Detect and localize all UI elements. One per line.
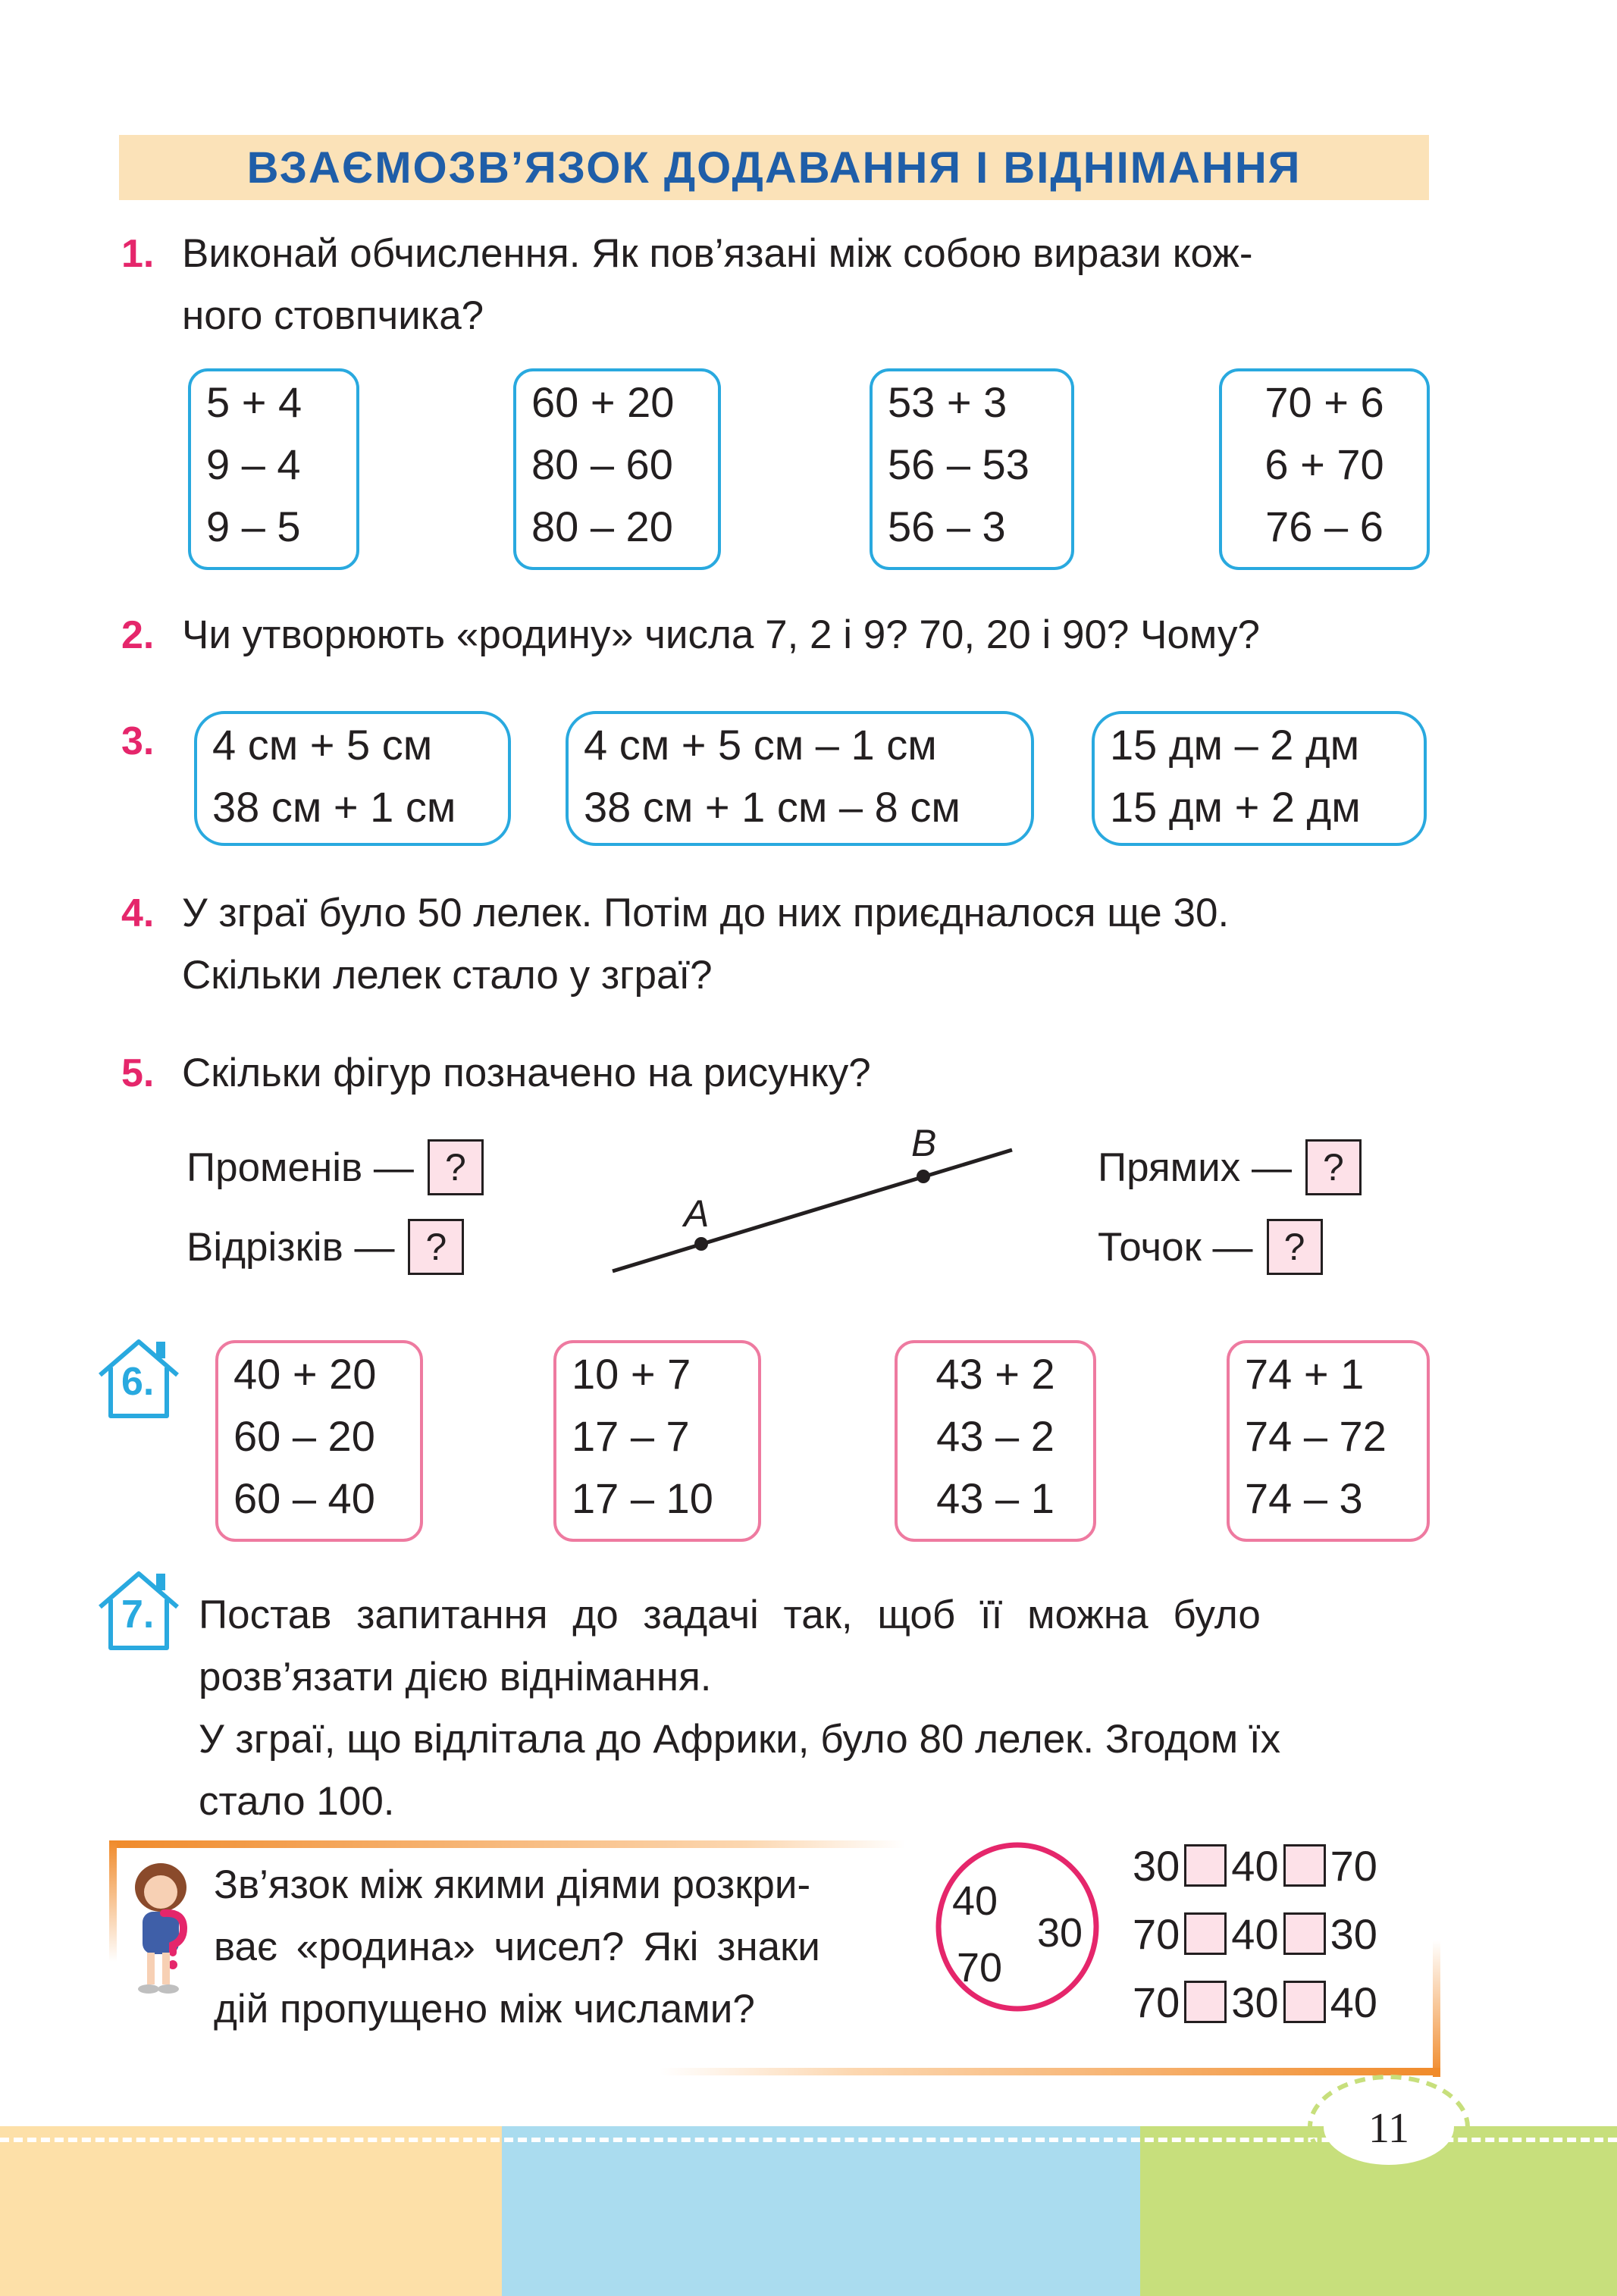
- expression: 17 – 10: [572, 1474, 713, 1522]
- girl-illustration: [121, 1859, 205, 2003]
- family-question-line-3: дій пропущено між числами?: [214, 1987, 755, 2031]
- expression: 60 + 20: [531, 378, 675, 426]
- rays-question: [186, 1139, 484, 1195]
- points-answer-box[interactable]: ?: [1267, 1219, 1323, 1275]
- page-number: 11: [1368, 2105, 1409, 2152]
- row-number: 70: [1133, 1978, 1180, 2026]
- ex1-box-4: [1219, 368, 1430, 570]
- footer-stripe-2: [502, 2126, 1140, 2296]
- exercise-2-number: 2.: [121, 613, 155, 657]
- expression: 56 – 3: [888, 503, 1006, 550]
- exercise-7-line-4: стало 100.: [199, 1779, 395, 1824]
- exercise-1-number: 1.: [121, 232, 155, 276]
- sign-row: [1133, 1900, 1377, 1968]
- expression: 56 – 53: [888, 440, 1029, 488]
- expression: 74 – 72: [1245, 1412, 1387, 1460]
- exercise-4-line-2: Скільки лелек стало у зграї?: [182, 953, 713, 998]
- expression: 15 дм + 2 дм: [1110, 783, 1361, 831]
- expression: 38 см + 1 см – 8 см: [584, 783, 960, 831]
- line-diagram: [599, 1114, 1023, 1281]
- exercise-7-line-1: Постав запитання до задачі так, щоб її можна було: [199, 1593, 1261, 1637]
- sign-box[interactable]: [1184, 1844, 1227, 1887]
- row-number: 70: [1330, 1841, 1377, 1890]
- number-family-circle: [929, 1839, 1105, 2015]
- expression: 38 см + 1 см: [212, 783, 456, 831]
- row-number: 40: [1231, 1841, 1279, 1890]
- rays-answer-box[interactable]: ?: [428, 1139, 484, 1195]
- exercise-4-number: 4.: [121, 891, 155, 935]
- exercise-7-line-2: розв’язати дією віднімання.: [199, 1655, 712, 1699]
- frame-right-border: [1433, 1940, 1440, 2077]
- row-number: 30: [1231, 1978, 1279, 2026]
- exercise-1-line-1: Виконай обчислення. Як пов’язані між собою вирази кож-: [182, 231, 1253, 276]
- expression: 70 + 6: [1264, 378, 1384, 426]
- circle-number: 70: [957, 1945, 1003, 1991]
- expression: 15 дм – 2 дм: [1110, 721, 1360, 769]
- expression: 74 + 1: [1245, 1350, 1365, 1398]
- sign-box[interactable]: [1283, 1844, 1326, 1887]
- point-a-label: A: [684, 1192, 710, 1235]
- expression: 10 + 7: [572, 1350, 691, 1398]
- expression: 43 – 1: [936, 1474, 1054, 1522]
- family-question-line-1: Зв’язок між якими діями розкри-: [214, 1862, 811, 1907]
- ex6-box-2: [553, 1340, 761, 1542]
- exercise-7-number: 7.: [121, 1593, 155, 1637]
- sign-row: [1133, 1831, 1377, 1900]
- exercise-4-text: [182, 882, 1433, 1007]
- ex6-box-1: [215, 1340, 423, 1542]
- expression: 53 + 3: [888, 378, 1007, 426]
- expression: 80 – 60: [531, 440, 673, 488]
- exercise-1-text: [182, 223, 1433, 347]
- expression: 6 + 70: [1264, 440, 1384, 488]
- exercise-2-text: Чи утворюють «родину» числа 7, 2 і 9? 70, 20 і 90? Чому?: [182, 612, 1260, 657]
- expression: 80 – 20: [531, 503, 673, 550]
- expression: 17 – 7: [572, 1412, 690, 1460]
- ex1-box-1: [188, 368, 359, 570]
- expression: 4 см + 5 см: [212, 721, 433, 769]
- row-number: 70: [1133, 1909, 1180, 1958]
- expression: 60 – 40: [233, 1474, 375, 1522]
- row-number: 40: [1330, 1978, 1377, 2026]
- exercise-4-line-1: У зграї було 50 лелек. Потім до них приєдналося ще 30.: [182, 891, 1230, 935]
- expression: 43 – 2: [936, 1412, 1054, 1460]
- rays-label: Променів —: [186, 1145, 414, 1190]
- ex1-box-3: [870, 368, 1074, 570]
- point-b-label: B: [911, 1122, 937, 1164]
- sign-box[interactable]: [1283, 1981, 1326, 2023]
- point-b: [917, 1170, 930, 1183]
- points-question: [1098, 1219, 1323, 1275]
- expression: 60 – 20: [233, 1412, 375, 1460]
- expression: 76 – 6: [1265, 503, 1384, 550]
- row-number: 40: [1231, 1909, 1279, 1958]
- family-question: [214, 1854, 926, 2041]
- sign-box[interactable]: [1184, 1912, 1227, 1955]
- lines-label: Прямих —: [1098, 1145, 1292, 1190]
- ex6-box-4: [1227, 1340, 1430, 1542]
- segments-question: [186, 1219, 464, 1275]
- points-label: Точок —: [1098, 1224, 1253, 1270]
- segments-label: Відрізків —: [186, 1224, 395, 1270]
- expression: 74 – 3: [1245, 1474, 1363, 1522]
- sign-row: [1133, 1968, 1377, 2036]
- ex6-box-3: [895, 1340, 1096, 1542]
- title-bar: [119, 135, 1429, 200]
- line-ab: [613, 1150, 1012, 1271]
- page-title: ВЗАЄМОЗВ’ЯЗОК ДОДАВАННЯ І ВІДНІМАННЯ: [246, 143, 1302, 193]
- point-a: [694, 1237, 708, 1251]
- expression: 9 – 5: [206, 503, 301, 550]
- exercise-7-text: [199, 1584, 1433, 1833]
- row-number: 30: [1330, 1909, 1377, 1958]
- segments-answer-box[interactable]: ?: [408, 1219, 464, 1275]
- sign-box[interactable]: [1283, 1912, 1326, 1955]
- expression: 43 + 2: [935, 1350, 1055, 1398]
- exercise-6-number: 6.: [121, 1360, 155, 1404]
- ex3-box-2: [566, 711, 1034, 846]
- expression: 9 – 4: [206, 440, 301, 488]
- exercise-1-line-2: ного стовпчика?: [182, 293, 484, 338]
- exercise-5-number: 5.: [121, 1051, 155, 1095]
- ex3-box-1: [194, 711, 511, 846]
- circle-number: 40: [952, 1878, 998, 1924]
- circle-number: 30: [1037, 1910, 1083, 1956]
- row-number: 30: [1133, 1841, 1180, 1890]
- frame-top-border: [109, 1840, 905, 1848]
- footer-stripe-1: [0, 2126, 502, 2296]
- sign-rows: [1133, 1831, 1377, 2036]
- page-number-badge: [1305, 2060, 1472, 2174]
- expression: 4 см + 5 см – 1 см: [584, 721, 937, 769]
- exercise-5-text: Скільки фігур позначено на рисунку?: [182, 1051, 871, 1095]
- frame-left-border: [109, 1840, 117, 1962]
- family-question-line-2: ває «родина» чисел? Які знаки: [214, 1925, 820, 1969]
- exercise-3-number: 3.: [121, 719, 155, 763]
- lines-answer-box[interactable]: ?: [1305, 1139, 1362, 1195]
- ex1-box-2: [513, 368, 721, 570]
- exercise-7-line-3: У зграї, що відлітала до Африки, було 80 лелек. Згодом їх: [199, 1717, 1281, 1762]
- expression: 40 + 20: [233, 1350, 377, 1398]
- sign-box[interactable]: [1184, 1981, 1227, 2023]
- lines-question: [1098, 1139, 1362, 1195]
- expression: 5 + 4: [206, 378, 302, 426]
- ex3-box-3: [1092, 711, 1427, 846]
